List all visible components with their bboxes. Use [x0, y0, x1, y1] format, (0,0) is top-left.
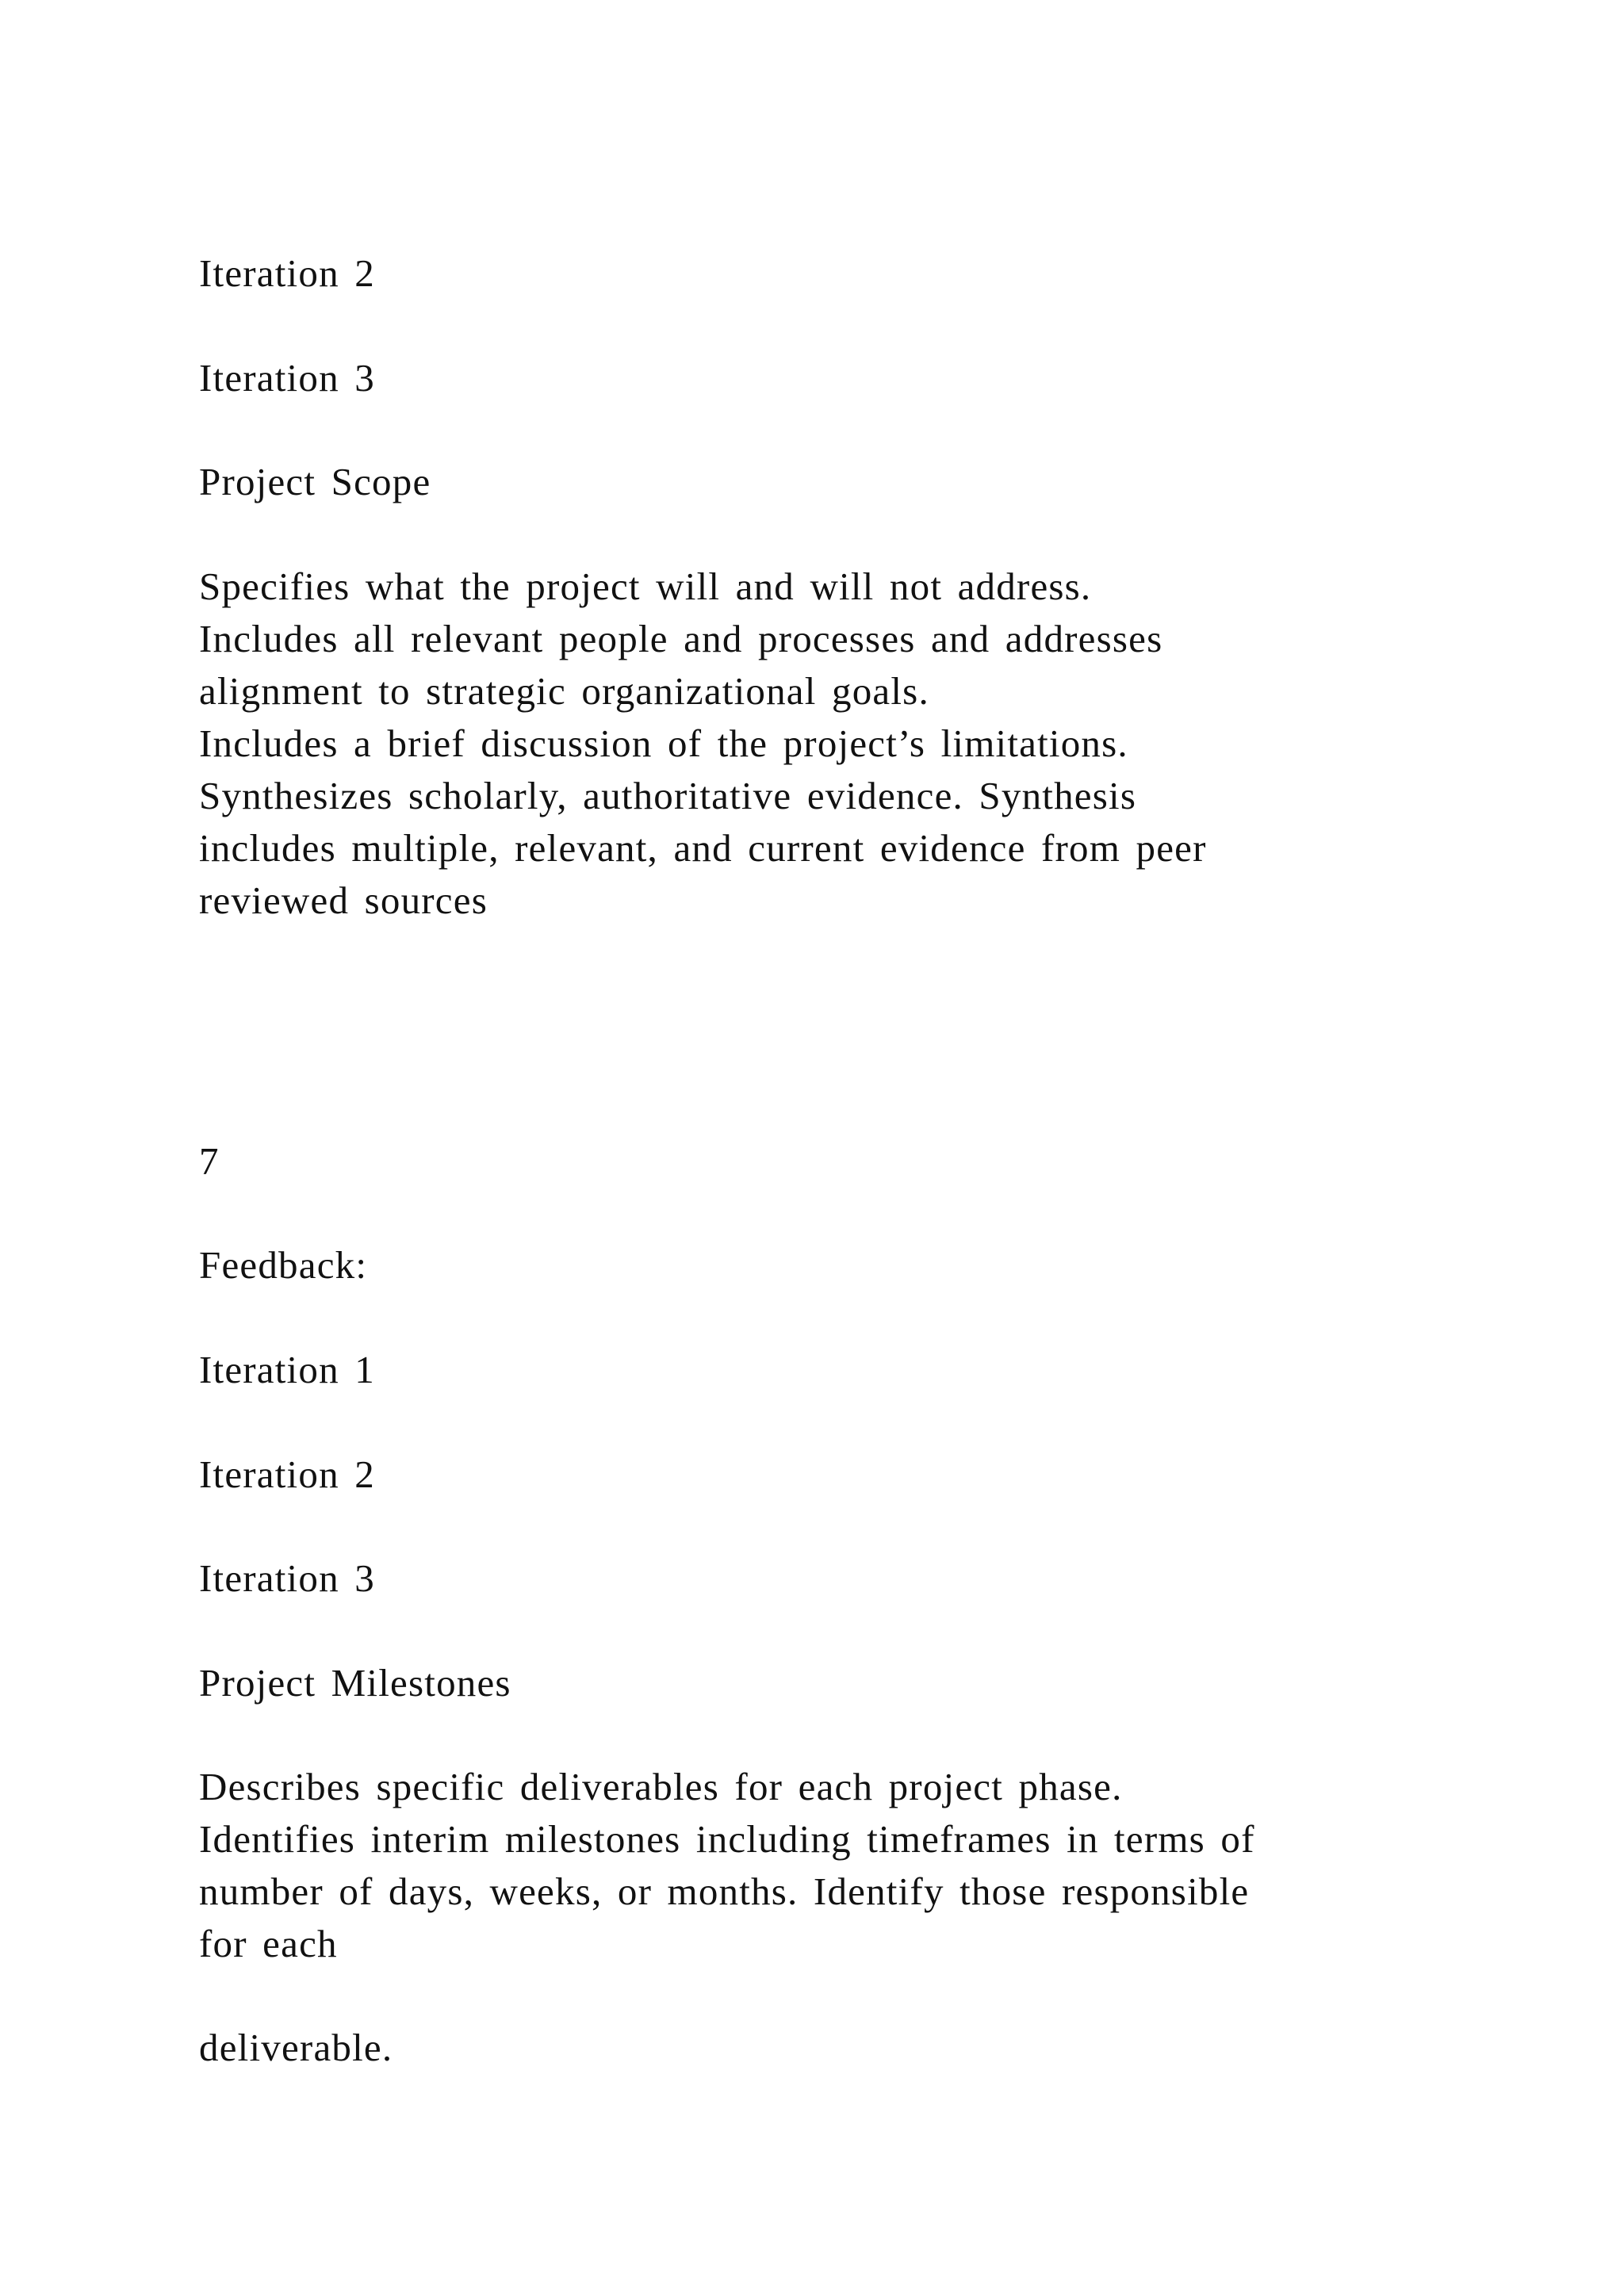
- iteration-1-label: Iteration 1: [199, 1348, 375, 1391]
- project-scope-heading: Project Scope: [199, 460, 431, 503]
- paragraph-line: Synthesizes scholarly, authoritative evidence. Synthesis: [199, 774, 1137, 817]
- paragraph-line: Includes a brief discussion of the project’s limitations.: [199, 721, 1128, 765]
- paragraph-line: reviewed sources: [199, 878, 488, 922]
- paragraph-line: Specifies what the project will and will not address.: [199, 564, 1092, 608]
- points-value: 7: [199, 1139, 220, 1183]
- paragraph-line: number of days, weeks, or months. Identify those responsible: [199, 1869, 1250, 1913]
- paragraph-line: Identifies interim milestones including timeframes in terms of: [199, 1817, 1255, 1861]
- paragraph-line: alignment to strategic organizational goals.: [199, 669, 929, 713]
- iteration-2-label: Iteration 2: [199, 251, 375, 295]
- iteration-3-label: Iteration 3: [199, 356, 375, 400]
- iteration-2-label: Iteration 2: [199, 1452, 375, 1496]
- project-milestones-heading: Project Milestones: [199, 1661, 511, 1705]
- feedback-label: Feedback:: [199, 1243, 368, 1287]
- project-scope-description: [199, 561, 1436, 927]
- iteration-3-label: Iteration 3: [199, 1556, 375, 1600]
- paragraph-line: for each: [199, 1922, 338, 1965]
- paragraph-line: includes multiple, relevant, and current evidence from peer: [199, 826, 1207, 870]
- deliverable-text: deliverable.: [199, 2026, 393, 2069]
- paragraph-line: Includes all relevant people and processes and addresses: [199, 617, 1163, 660]
- project-milestones-description: [199, 1761, 1436, 1970]
- paragraph-line: Describes specific deliverables for each project phase.: [199, 1765, 1123, 1808]
